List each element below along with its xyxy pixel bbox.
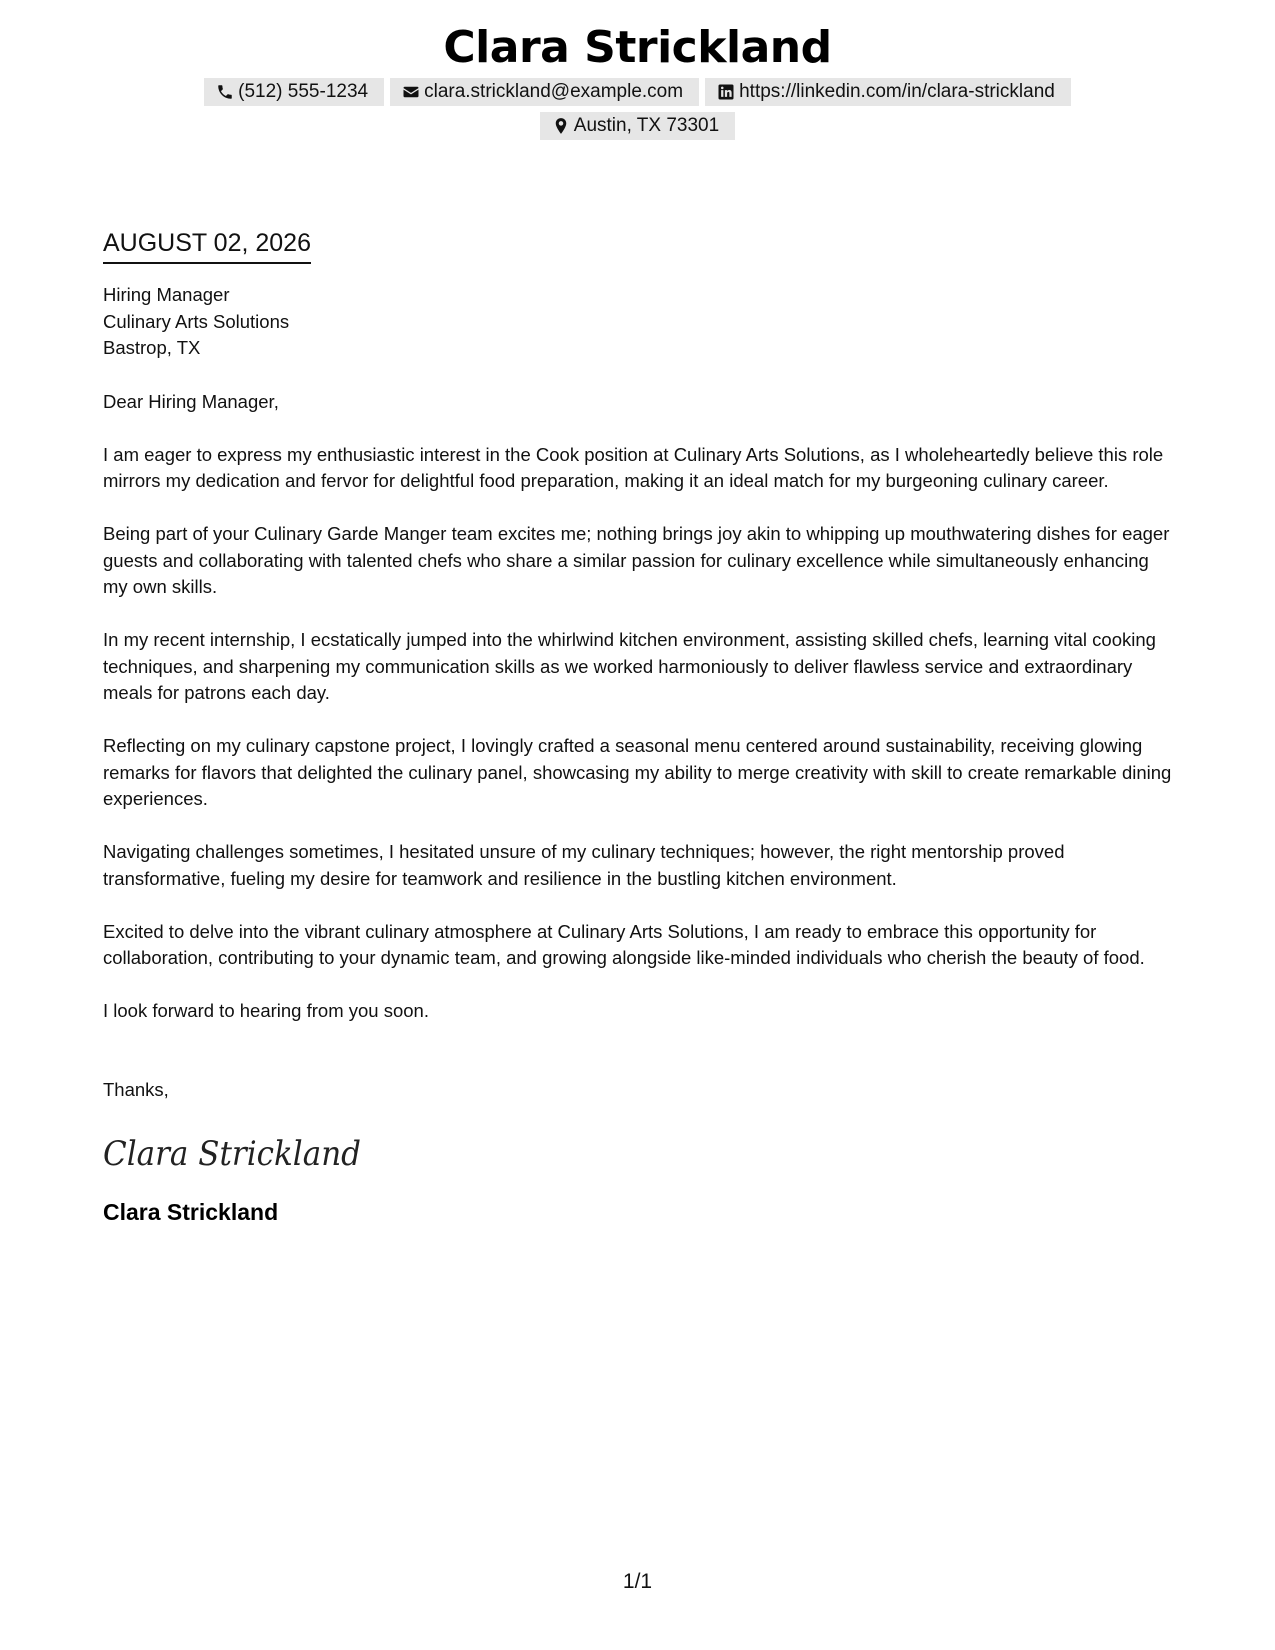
phone-text: (512) 555-1234 bbox=[238, 81, 369, 102]
handwritten-signature bbox=[103, 1129, 373, 1179]
contact-row bbox=[0, 78, 1275, 106]
letter-body bbox=[103, 226, 1178, 1227]
map-pin-icon bbox=[552, 117, 570, 135]
recipient-company: Culinary Arts Solutions bbox=[103, 310, 290, 332]
phone-chip[interactable] bbox=[204, 78, 384, 106]
email-text: clara.strickland@example.com bbox=[424, 81, 684, 102]
location-text: Austin, TX 73301 bbox=[573, 115, 720, 136]
sign-off: Thanks, bbox=[103, 1078, 169, 1100]
body-paragraph: Being part of your Culinary Garde Manger team excites me; nothing brings joy akin to whipping up mouthwatering dishes for eager guests and collaborating with talented chefs who share a similar passion for culinary excellence while simultaneously enhancing my own skills. bbox=[103, 523, 1170, 597]
location-chip bbox=[540, 112, 735, 140]
salutation: Dear Hiring Manager, bbox=[103, 390, 279, 412]
letter-header bbox=[0, 18, 1275, 140]
recipient-title: Hiring Manager bbox=[103, 284, 230, 305]
linkedin-text: https://linkedin.com/in/clara-strickland bbox=[739, 81, 1055, 102]
page-number: 1/1 bbox=[622, 1570, 653, 1593]
closing-line: I look forward to hearing from you soon. bbox=[103, 1000, 429, 1021]
contact-row-location bbox=[0, 112, 1275, 140]
letter-date: AUGUST 02, 2026 bbox=[103, 226, 311, 264]
body-paragraph: In my recent internship, I ecstatically jumped into the whirlwind kitchen environment, assisting skilled chefs, learning vital cooking techniques, and sharpening my communication skills as we worked harmoniously to deliver flawless service and extraordinary meals for patrons each day. bbox=[103, 629, 1156, 703]
signer-name: Clara Strickland bbox=[103, 1199, 279, 1225]
linkedin-icon bbox=[717, 83, 735, 101]
signature-glyphs: Clara Strickland bbox=[103, 1134, 361, 1174]
body-paragraph: Reflecting on my culinary capstone project, I lovingly crafted a seasonal menu centered around sustainability, receiving glowing remarks for flavors that delighted the culinary panel, showcasing my ability to merge creativity with skill to create remarkable dining experiences. bbox=[103, 735, 1172, 809]
envelope-icon bbox=[402, 83, 420, 101]
body-paragraph: Navigating challenges sometimes, I hesitated unsure of my culinary techniques; however, the right mentorship proved transformative, fueling my desire for teamwork and resilience in the bustling kitchen environment. bbox=[103, 841, 1065, 889]
phone-icon bbox=[216, 83, 234, 101]
linkedin-chip[interactable] bbox=[705, 78, 1071, 106]
recipient-block bbox=[103, 282, 1178, 362]
email-chip[interactable] bbox=[390, 78, 699, 106]
recipient-location: Bastrop, TX bbox=[103, 337, 201, 358]
body-paragraph: I am eager to express my enthusiastic interest in the Cook position at Culinary Arts Solutions, as I wholeheartedly believe this role mirrors my dedication and fervor for delightful food preparation, making it an ideal match for my burgeoning culinary career. bbox=[103, 443, 1164, 491]
body-paragraph: Excited to delve into the vibrant culinary atmosphere at Culinary Arts Solutions, I am ready to embrace this opportunity for collaboration, contributing to your dynamic team, and growing alongside like-minded individuals who cherish the beauty of food. bbox=[103, 920, 1145, 968]
applicant-name: Clara Strickland bbox=[443, 22, 832, 73]
